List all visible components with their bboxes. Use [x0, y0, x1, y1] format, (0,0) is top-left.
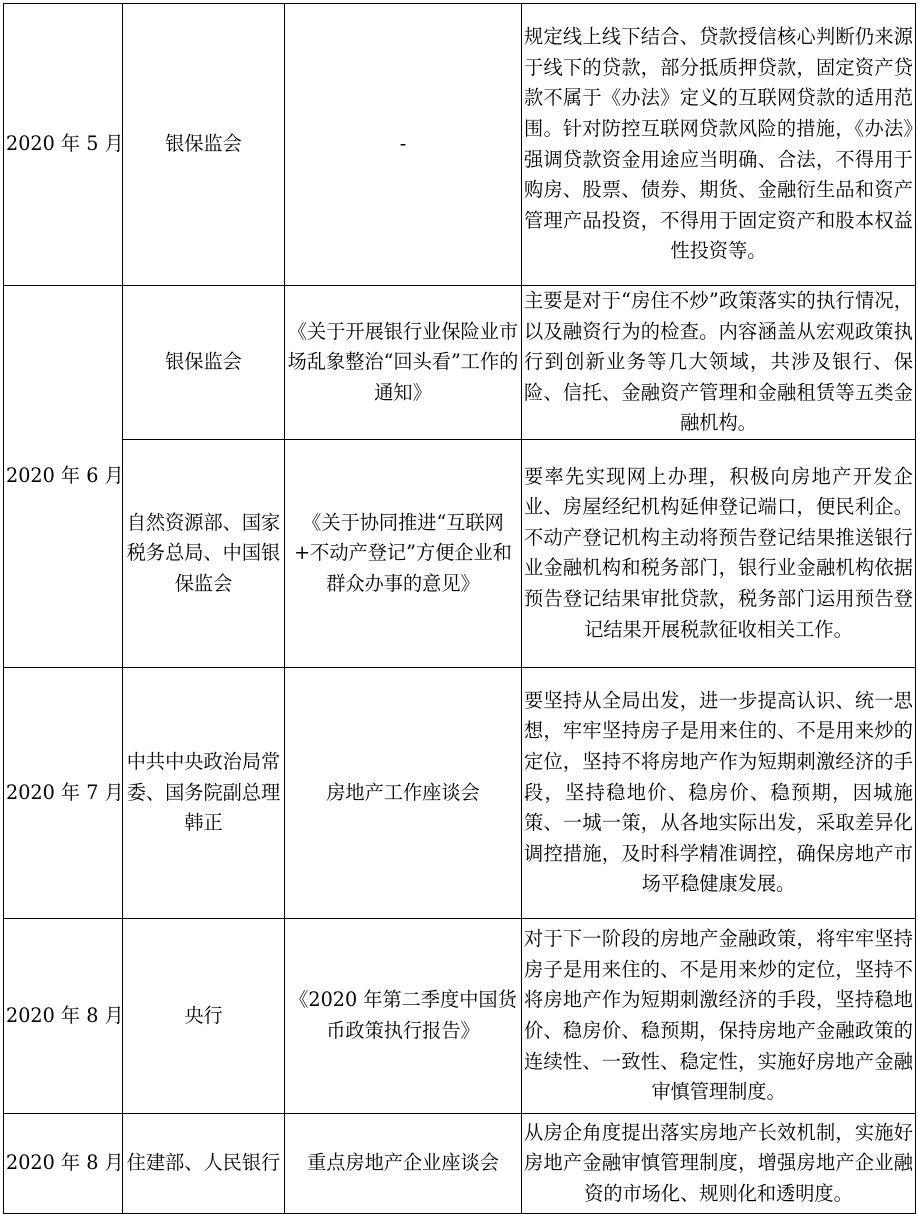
content-cell — [522, 286, 916, 440]
org-cell: 央行 — [123, 918, 285, 1113]
document-cell: 《2020 年第二季度中国货币政策执行报告》 — [285, 918, 522, 1113]
date-cell: 2020 年 5 月 — [4, 4, 123, 286]
date-cell: 2020 年 8 月 — [4, 918, 123, 1113]
org-cell: 自然资源部、国家税务总局、中国银保监会 — [123, 439, 285, 667]
table-row — [4, 918, 916, 1113]
document-cell: 房地产工作座谈会 — [285, 667, 522, 918]
document-cell: 《关于协同推进“互联网+不动产登记”方便企业和群众办事的意见》 — [285, 439, 522, 667]
date-cell: 2020 年 7 月 — [4, 667, 123, 918]
table-row — [4, 439, 916, 667]
content-text: 要坚持从全局出发，进一步提高认识、统一思想，牢牢坚持房子是用来住的、不是用来炒的定位，坚持不将房地产作为短期刺激经济的手段，坚持稳地价、稳房价、稳预期，因城施策、一城一策，从各地实际出发，采取差异化调控措施，及时科学精准调控，确保房地产市场平稳健康发展。 — [524, 688, 913, 896]
content-cell — [522, 667, 916, 918]
table-row — [4, 4, 916, 286]
content-cell — [522, 918, 916, 1113]
org-cell: 银保监会 — [123, 4, 285, 286]
content-cell — [522, 439, 916, 667]
policy-table — [3, 3, 916, 1214]
content-cell — [522, 1113, 916, 1213]
content-text: 规定线上线下结合、贷款授信核心判断仍来源于线下的贷款，部分抵质押贷款，固定资产贷款不属于《办法》定义的互联网贷款的适用范围。针对防控互联网贷款风险的措施，《办法》强调贷款资金用途应当明确、合法，不得用于购房、股票、债券、期货、金融衍生品和资产管理产品投资，不得用于固定资产和股本权益性投资等。 — [524, 25, 913, 263]
table-row — [4, 667, 916, 918]
org-cell: 银保监会 — [123, 286, 285, 440]
document-cell: 《关于开展银行业保险业市场乱象整治“回头看”工作的通知》 — [285, 286, 522, 440]
date-cell: 2020 年 6 月 — [4, 286, 123, 668]
content-text: 对于下一阶段的房地产金融政策，将牢牢坚持房子是用来住的、不是用来炒的定位，坚持不将房地产作为短期刺激经济的手段，坚持稳地价、稳房价、稳预期，保持房地产金融政策的连续性、一致性、稳定性，实施好房地产金融审慎管理制度。 — [524, 927, 913, 1104]
document-cell: 重点房地产企业座谈会 — [285, 1113, 522, 1213]
org-cell: 住建部、人民银行 — [123, 1113, 285, 1213]
table-row — [4, 286, 916, 440]
document-cell: - — [285, 4, 522, 286]
table-row — [4, 1113, 916, 1213]
date-cell: 2020 年 8 月 — [4, 1113, 123, 1213]
content-text: 要率先实现网上办理，积极向房地产开发企业、房屋经纪机构延伸登记端口，便民利企。不动产登记机构主动将预告登记结果推送银行业金融机构和税务部门，银行业金融机构依据预告登记结果审批贷款，税务部门运用预告登记结果开展税款征收相关工作。 — [524, 464, 913, 641]
content-text: 从房企角度提出落实房地产长效机制，实施好房地产金融审慎管理制度，增强房地产企业融资的市场化、规则化和透明度。 — [524, 1120, 913, 1205]
content-text: 主要是对于“房住不炒”政策落实的执行情况，以及融资行为的检查。内容涵盖从宏观政策执行到创新业务等几大领域，共涉及银行、保险、信托、金融资产管理和金融租赁等五类金融机构。 — [524, 289, 913, 435]
content-cell — [522, 4, 916, 286]
org-cell: 中共中央政治局常委、国务院副总理韩正 — [123, 667, 285, 918]
